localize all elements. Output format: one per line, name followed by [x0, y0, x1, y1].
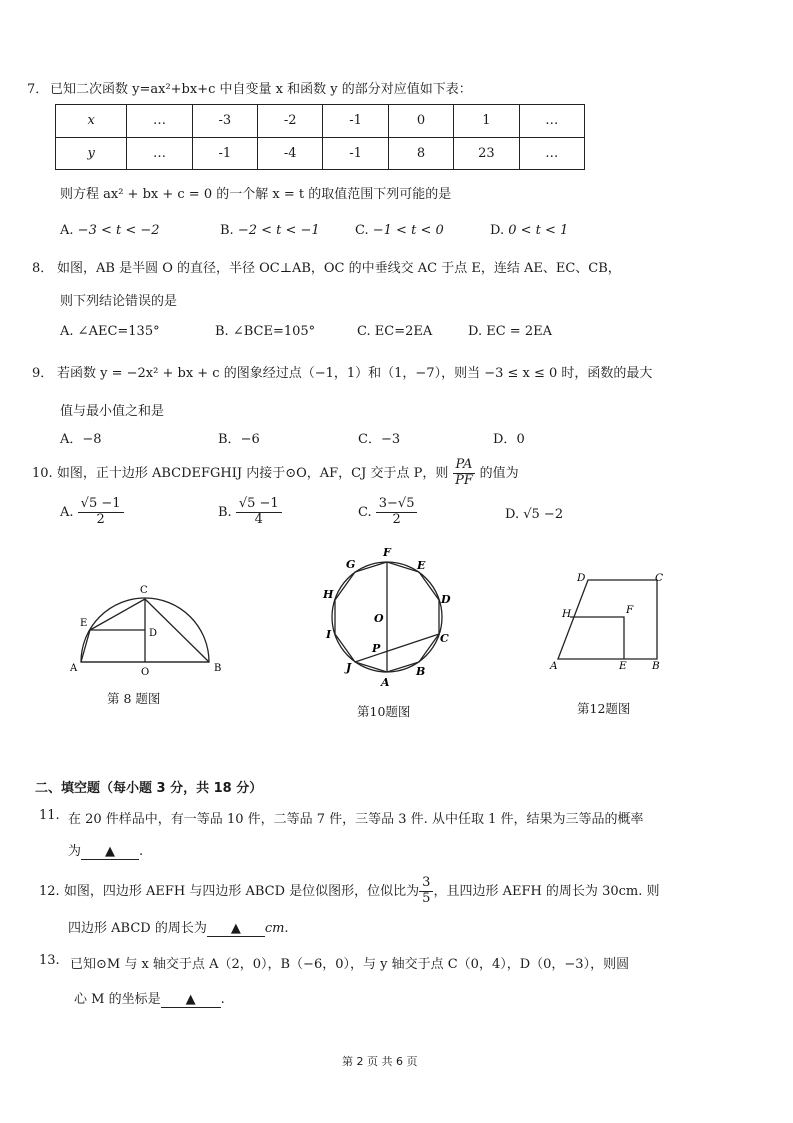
q9-option-a [60, 428, 102, 447]
q9-option-b [218, 428, 260, 447]
option-label: D. [468, 324, 483, 339]
q8-option-d [468, 324, 552, 339]
table-row [56, 105, 585, 138]
figure-10 [310, 542, 465, 690]
triangle-icon: ▲ [185, 992, 196, 1007]
table-cell: -1 [323, 105, 388, 138]
q7-option-c [355, 223, 444, 238]
label-o: O [141, 667, 150, 678]
q10-line [32, 458, 519, 489]
option-fraction [376, 497, 418, 528]
q8-stem2: 则下列结论错误的是 [60, 294, 178, 309]
q10-number: 10. [32, 465, 53, 481]
label-o: O [374, 612, 384, 625]
q9-option-d [493, 428, 525, 447]
table-cell: -1 [323, 137, 388, 170]
q10-fraction [453, 458, 476, 489]
fraction-numerator: 3 [419, 876, 433, 892]
q12-line1 [39, 876, 659, 907]
figure-8-caption: 第 8 题图 [107, 691, 161, 706]
q8-option-c [357, 324, 432, 339]
q7-value-table [55, 104, 585, 170]
option-label: A. [60, 223, 74, 238]
q12-number: 12. [39, 883, 60, 899]
label-e: E [417, 559, 426, 572]
quadrilateral-aefh [570, 617, 624, 659]
label-f: F [383, 546, 391, 559]
option-text: −3 [380, 432, 401, 447]
table-cell: … [519, 105, 584, 138]
fraction-numerator: √5 −1 [78, 497, 124, 513]
table-cell: … [127, 105, 192, 138]
label-e: E [619, 660, 627, 672]
option-text: ∠AEC=135° [77, 324, 160, 339]
label-i: I [326, 628, 332, 641]
option-label: B． [218, 432, 241, 447]
figure-12 [540, 567, 670, 677]
label-h: H [562, 608, 572, 620]
q10-option-a [60, 497, 124, 528]
q11-number: 11. [39, 808, 60, 823]
answer-blank[interactable] [81, 844, 139, 860]
q10-stem-end: 的值为 [479, 465, 519, 481]
table-cell: … [127, 137, 192, 170]
table-cell: 8 [388, 137, 453, 170]
option-label: D. [505, 507, 520, 522]
q11-stem: 在 20 件样品中，有一等品 10 件，二等品 7 件，三等品 3 件. 从中任取 1 件，结果为三等品的概率 [68, 812, 644, 827]
label-d: D [441, 593, 451, 606]
table-cell: -1 [192, 137, 257, 170]
q10-option-d [505, 507, 563, 522]
option-label: D． [493, 432, 517, 447]
option-text: EC=2EA [374, 324, 433, 339]
q8-option-b [215, 324, 315, 339]
q11-line2-suffix: . [139, 844, 144, 859]
option-label: B. [220, 223, 234, 238]
table-cell: y [56, 137, 127, 170]
label-a: A [550, 660, 558, 672]
option-label: C. [357, 324, 371, 339]
option-label: B. [215, 324, 229, 339]
option-text: −3 < t < −2 [77, 223, 160, 238]
option-text: −6 [240, 432, 260, 447]
fraction-denominator: 2 [392, 511, 401, 527]
option-label: A. [60, 324, 74, 339]
option-text: 0 < t < 1 [508, 223, 569, 238]
q11-answer-line [68, 840, 143, 860]
fraction-denominator: 4 [254, 511, 263, 527]
triangle-icon: ▲ [105, 844, 116, 859]
label-p: P [372, 642, 381, 655]
q12-line2-suffix: cm. [264, 921, 289, 936]
option-text: EC = 2EA [486, 324, 552, 339]
option-text: −2 < t < −1 [237, 223, 320, 238]
table-row [56, 137, 585, 170]
q9-stem: 若函数 y = −2x² + bx + c 的图象经过点（−1，1）和（1，−7），则当 −3 ≤ x ≤ 0 时，函数的最大 [57, 366, 653, 381]
q7-option-b [220, 223, 320, 238]
fraction-denominator: 5 [422, 890, 431, 906]
option-label: A. [60, 504, 74, 520]
label-b: B [416, 665, 426, 678]
q7-option-d [490, 223, 568, 238]
table-cell: -4 [258, 137, 323, 170]
option-label: C. [358, 504, 372, 520]
option-text: ∠BCE=105° [232, 324, 316, 339]
table-cell: … [519, 137, 584, 170]
quadrilateral-abcd [558, 580, 657, 659]
option-text: √5 −2 [523, 507, 564, 522]
option-fraction [236, 497, 282, 528]
table-cell: -2 [258, 105, 323, 138]
q7-number: 7． [27, 82, 49, 97]
option-label: D. [490, 223, 505, 238]
q9-number: 9． [32, 366, 54, 381]
q9-stem2: 值与最小值之和是 [60, 404, 165, 419]
option-label: A． [60, 432, 83, 447]
q12-line2-prefix: 四边形 ABCD 的周长为 [68, 921, 207, 936]
q8-stem: 如图，AB 是半圆 O 的直径，半径 OC⊥AB，OC 的中垂线交 AC 于点 E，连结 AE、EC、CB， [57, 261, 621, 276]
table-cell: 0 [388, 105, 453, 138]
answer-blank[interactable] [207, 921, 265, 937]
answer-blank[interactable] [161, 992, 221, 1008]
label-d: D [149, 628, 158, 639]
q11-line2-prefix: 为 [68, 844, 82, 859]
q13-stem: 已知⊙M 与 x 轴交于点 A（2，0），B（−6，0），与 y 轴交于点 C（0，4），D（0，−3），则圆 [70, 957, 630, 972]
q12-stem-b: ，且四边形 AEFH 的周长为 30cm. 则 [433, 883, 660, 899]
label-a: A [381, 676, 390, 689]
segment-cj [355, 634, 439, 662]
q13-answer-line [74, 988, 225, 1008]
q12-answer-line [68, 917, 289, 937]
label-c: C [655, 572, 664, 584]
table-cell: 1 [454, 105, 519, 138]
table-cell: 23 [454, 137, 519, 170]
label-j: J [346, 661, 352, 674]
label-e: E [80, 618, 88, 629]
q13-line2-suffix: . [220, 992, 225, 1007]
fraction-denominator: 2 [96, 511, 105, 527]
q10-option-b [218, 497, 282, 528]
label-b: B [652, 660, 660, 672]
option-label: C. [355, 223, 369, 238]
figure-10-caption: 第10题图 [357, 704, 411, 719]
label-b: B [214, 663, 222, 674]
label-c: C [440, 632, 449, 645]
option-label: B. [218, 504, 232, 520]
fraction-denominator: PF [455, 472, 473, 488]
label-h: H [323, 588, 334, 601]
figure-8 [60, 578, 230, 678]
option-label: C． [358, 432, 381, 447]
fraction-numerator: √5 −1 [236, 497, 282, 513]
figure-12-caption: 第12题图 [577, 701, 631, 716]
triangle-icon: ▲ [230, 921, 241, 936]
q10-option-c [358, 497, 417, 528]
section-title: 二、填空题（每小题 3 分，共 18 分） [35, 781, 263, 796]
q7-option-a [60, 223, 160, 238]
q8-number: 8． [32, 261, 54, 276]
q13-number: 13. [39, 953, 60, 968]
option-text: −8 [82, 432, 102, 447]
q10-stem: 如图，正十边形 ABCDEFGHIJ 内接于⊙O，AF，CJ 交于点 P，则 [56, 465, 449, 481]
fraction-numerator: PA [453, 458, 476, 474]
page-number: 第 2 页 共 6 页 [342, 1055, 418, 1068]
q12-ratio-fraction [419, 876, 433, 907]
q13-line2-prefix: 心 M 的坐标是 [74, 992, 161, 1007]
q12-stem-a: 如图，四边形 AEFH 与四边形 ABCD 是位似图形，位似比为 [63, 883, 420, 899]
q7-stem: 已知二次函数 y=ax²+bx+c 中自变量 x 和函数 y 的部分对应值如下表： [50, 82, 472, 97]
label-f: F [626, 604, 634, 616]
fraction-numerator: 3−√5 [376, 497, 418, 513]
q9-option-c [358, 428, 400, 447]
q8-option-a [60, 324, 160, 339]
table-cell: -3 [192, 105, 257, 138]
option-text: 0 [516, 432, 525, 447]
label-d: D [577, 572, 586, 584]
label-g: G [346, 558, 356, 571]
option-text: −1 < t < 0 [372, 223, 444, 238]
table-cell: x [56, 105, 127, 138]
label-c: C [140, 585, 148, 596]
label-a: A [70, 663, 78, 674]
option-fraction [78, 497, 124, 528]
q7-question: 则方程 ax² + bx + c = 0 的一个解 x = t 的取值范围下列可能的是 [60, 187, 452, 202]
